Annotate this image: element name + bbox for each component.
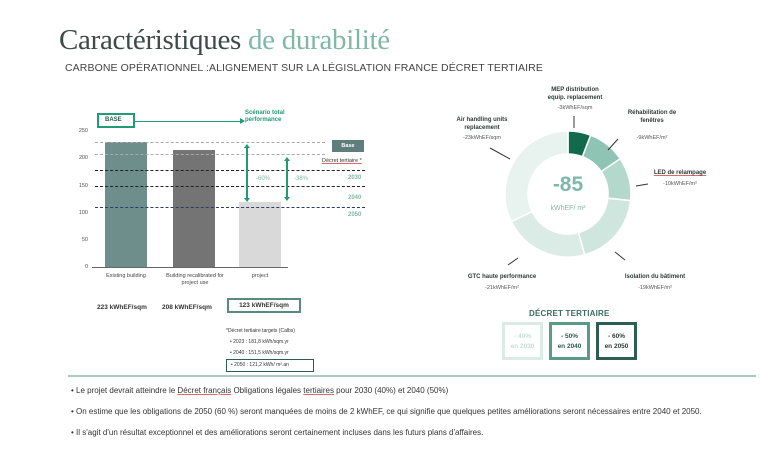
decret-box-2030: - 40% en 2030 [502, 322, 543, 360]
note-3: • Il s'agit d'un résultat exceptionnel et des améliorations seront certainement incluses dans les futurs plans d'affaires. [71, 428, 484, 437]
xlabel-recalibrated: Building recalibrated for project use [166, 273, 224, 286]
label-fenetres: Réhabilitation de fenêtres -9kWhEF/m² [627, 110, 677, 141]
base-tag: Base [332, 140, 364, 152]
value-existing: 223 kWhEF/sqm [97, 304, 147, 311]
value-recalibrated: 208 kWhEF/sqm [162, 304, 212, 311]
ytick: 250 [78, 128, 88, 134]
label-led: LED de relampage -10kWhEF/m² [653, 170, 707, 187]
segment-gtc [511, 212, 584, 258]
base-label-box: BASE [97, 113, 135, 128]
pct-60-label: -60% [256, 176, 271, 182]
target-2030: • 2023 : 181,8 kWh/sqm.yr [230, 339, 289, 345]
title-dark: Caractéristiques [59, 24, 242, 56]
donut-center-unit: kWhEF/ m² [550, 205, 586, 212]
decret-box-2040: - 50% en 2040 [549, 322, 590, 360]
note-1: • Le projet devrait atteindre le Décret français Obligations légales tertiaires pour 2030 (40%) et 2040 (50%) [71, 386, 449, 395]
ytick: 0 [84, 264, 88, 270]
ytick: 50 [81, 237, 88, 243]
targets-title: *Décret tertiaire targets (Calbs) [226, 328, 295, 334]
page-subtitle: CARBONE OPÉRATIONNEL :ALIGNEMENT SUR LA LÉGISLATION FRANCE DÉCRET TERTIAIRE [65, 62, 543, 74]
pct-38-label: -38% [294, 176, 309, 182]
label-mep: MEP distribution equip. replacement -3kWhEF/sqm [547, 87, 603, 111]
target-2040: • 2040 : 151,5 kWh/sqm.yr [230, 350, 289, 356]
notes-list [71, 386, 702, 449]
ytick: 200 [78, 155, 88, 161]
year-2040-tag: 2040 [348, 195, 362, 201]
scenario-label: Scénario total performance [245, 110, 285, 123]
title-light: de durabilité [247, 24, 390, 56]
separator [68, 375, 756, 377]
ytick: 150 [78, 183, 88, 189]
label-ahu: Air handling units replacement -23kWhEF/sqm [456, 117, 508, 141]
decret-title: DÉCRET TERTIAIRE [529, 309, 610, 318]
note-2: • On estime que les obligations de 2050 (60 %) seront manquées de moins de 2 kWhEF, ce qui signifie que quelques petites améliorations seront nécessaires entre 2040 et 2050. [71, 407, 702, 416]
year-2030-tag: 2030 [348, 175, 362, 181]
donut-center-value: -85 [552, 173, 584, 196]
label-isolation: Isolation du bâtiment -19kWhEF/m² [624, 274, 686, 291]
decret-tertiaire-tag: Décret tertiaire * [322, 158, 362, 164]
ytick: 100 [78, 210, 88, 216]
label-gtc: GTC haute performance -21kWhEF/m² [467, 274, 537, 291]
xlabel-existing: Existing building [106, 273, 146, 279]
year-2050-tag: 2050 [348, 212, 362, 218]
target-2050: • 2050 : 121,2 kWh/ m².an [226, 359, 314, 372]
decret-box-2050: - 60% en 2050 [596, 322, 637, 360]
value-project-box: 123 kWhEF/sqm [227, 298, 301, 313]
xlabel-project: project [251, 273, 269, 279]
